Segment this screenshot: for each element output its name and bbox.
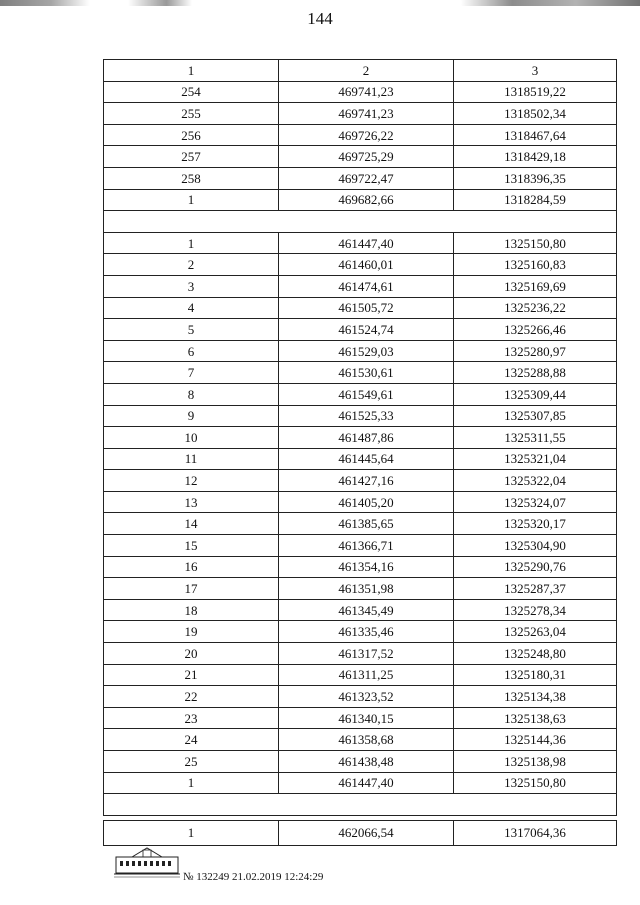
coordinates-table-continued bbox=[103, 820, 617, 846]
x-coordinate-cell: 469722,47 bbox=[279, 167, 454, 189]
point-number-cell: 11 bbox=[104, 448, 279, 470]
point-number-cell: 15 bbox=[104, 535, 279, 557]
table-row bbox=[104, 362, 617, 384]
y-coordinate-cell: 3 bbox=[454, 60, 617, 82]
contour-separator-row bbox=[104, 794, 617, 816]
y-coordinate-cell: 1325307,85 bbox=[454, 405, 617, 427]
table-row bbox=[104, 578, 617, 600]
point-number-cell: 10 bbox=[104, 427, 279, 449]
y-coordinate-cell: 1325266,46 bbox=[454, 319, 617, 341]
y-coordinate-cell: 1325263,04 bbox=[454, 621, 617, 643]
point-number-cell: 1 bbox=[104, 821, 279, 846]
point-number-cell: 5 bbox=[104, 319, 279, 341]
separator-cell bbox=[104, 211, 617, 233]
x-coordinate-cell: 461445,64 bbox=[279, 448, 454, 470]
separator-cell bbox=[104, 794, 617, 816]
point-number-cell: 257 bbox=[104, 146, 279, 168]
point-number-cell: 25 bbox=[104, 751, 279, 773]
table-row bbox=[104, 513, 617, 535]
table-row bbox=[104, 772, 617, 794]
y-coordinate-cell: 1318429,18 bbox=[454, 146, 617, 168]
y-coordinate-cell: 1325144,36 bbox=[454, 729, 617, 751]
y-coordinate-cell: 1325138,63 bbox=[454, 707, 617, 729]
point-number-cell: 3 bbox=[104, 275, 279, 297]
y-coordinate-cell: 1325248,80 bbox=[454, 643, 617, 665]
y-coordinate-cell: 1325324,07 bbox=[454, 491, 617, 513]
point-number-cell: 19 bbox=[104, 621, 279, 643]
coordinates-table bbox=[103, 59, 617, 816]
table-row bbox=[104, 556, 617, 578]
table-row bbox=[104, 599, 617, 621]
point-number-cell: 22 bbox=[104, 686, 279, 708]
y-coordinate-cell: 1317064,36 bbox=[454, 821, 617, 846]
y-coordinate-cell: 1318519,22 bbox=[454, 81, 617, 103]
x-coordinate-cell: 469741,23 bbox=[279, 81, 454, 103]
x-coordinate-cell: 461351,98 bbox=[279, 578, 454, 600]
y-coordinate-cell: 1325134,38 bbox=[454, 686, 617, 708]
point-number-cell: 1 bbox=[104, 60, 279, 82]
y-coordinate-cell: 1325290,76 bbox=[454, 556, 617, 578]
table-row bbox=[104, 686, 617, 708]
x-coordinate-cell: 461385,65 bbox=[279, 513, 454, 535]
table-row bbox=[104, 297, 617, 319]
x-coordinate-cell: 461340,15 bbox=[279, 707, 454, 729]
x-coordinate-cell: 461438,48 bbox=[279, 751, 454, 773]
x-coordinate-cell: 461460,01 bbox=[279, 254, 454, 276]
y-coordinate-cell: 1325304,90 bbox=[454, 535, 617, 557]
y-coordinate-cell: 1325160,83 bbox=[454, 254, 617, 276]
table-row bbox=[104, 167, 617, 189]
table-row bbox=[104, 232, 617, 254]
x-coordinate-cell: 469725,29 bbox=[279, 146, 454, 168]
table-row bbox=[104, 664, 617, 686]
table-row bbox=[104, 448, 617, 470]
point-number-cell: 18 bbox=[104, 599, 279, 621]
y-coordinate-cell: 1325150,80 bbox=[454, 232, 617, 254]
table-row bbox=[104, 470, 617, 492]
x-coordinate-cell: 461487,86 bbox=[279, 427, 454, 449]
table-row bbox=[104, 319, 617, 341]
point-number-cell: 256 bbox=[104, 124, 279, 146]
x-coordinate-cell: 461358,68 bbox=[279, 729, 454, 751]
x-coordinate-cell: 461354,16 bbox=[279, 556, 454, 578]
table-row bbox=[104, 275, 617, 297]
contour-separator-row bbox=[104, 211, 617, 233]
point-number-cell: 21 bbox=[104, 664, 279, 686]
y-coordinate-cell: 1318467,64 bbox=[454, 124, 617, 146]
point-number-cell: 8 bbox=[104, 383, 279, 405]
y-coordinate-cell: 1325180,31 bbox=[454, 664, 617, 686]
y-coordinate-cell: 1325320,17 bbox=[454, 513, 617, 535]
x-coordinate-cell: 461529,03 bbox=[279, 340, 454, 362]
y-coordinate-cell: 1325236,22 bbox=[454, 297, 617, 319]
table-row bbox=[104, 821, 617, 846]
point-number-cell: 1 bbox=[104, 189, 279, 211]
x-coordinate-cell: 461427,16 bbox=[279, 470, 454, 492]
table-row bbox=[104, 340, 617, 362]
x-coordinate-cell: 469682,66 bbox=[279, 189, 454, 211]
point-number-cell: 7 bbox=[104, 362, 279, 384]
table-row bbox=[104, 535, 617, 557]
x-coordinate-cell: 461447,40 bbox=[279, 232, 454, 254]
table-header-row bbox=[104, 60, 617, 82]
x-coordinate-cell: 461549,61 bbox=[279, 383, 454, 405]
table-row bbox=[104, 707, 617, 729]
point-number-cell: 20 bbox=[104, 643, 279, 665]
point-number-cell: 2 bbox=[104, 254, 279, 276]
y-coordinate-cell: 1325322,04 bbox=[454, 470, 617, 492]
table-row bbox=[104, 621, 617, 643]
table-row bbox=[104, 189, 617, 211]
x-coordinate-cell: 461524,74 bbox=[279, 319, 454, 341]
y-coordinate-cell: 1325287,37 bbox=[454, 578, 617, 600]
x-coordinate-cell: 461335,46 bbox=[279, 621, 454, 643]
table-row bbox=[104, 643, 617, 665]
table-row bbox=[104, 146, 617, 168]
point-number-cell: 23 bbox=[104, 707, 279, 729]
x-coordinate-cell: 461311,25 bbox=[279, 664, 454, 686]
table-row bbox=[104, 729, 617, 751]
table-row bbox=[104, 751, 617, 773]
table-row bbox=[104, 491, 617, 513]
y-coordinate-cell: 1325280,97 bbox=[454, 340, 617, 362]
x-coordinate-cell: 461474,61 bbox=[279, 275, 454, 297]
y-coordinate-cell: 1325150,80 bbox=[454, 772, 617, 794]
table-row bbox=[104, 103, 617, 125]
x-coordinate-cell: 461530,61 bbox=[279, 362, 454, 384]
point-number-cell: 6 bbox=[104, 340, 279, 362]
y-coordinate-cell: 1318284,59 bbox=[454, 189, 617, 211]
y-coordinate-cell: 1318502,34 bbox=[454, 103, 617, 125]
x-coordinate-cell: 461505,72 bbox=[279, 297, 454, 319]
x-coordinate-cell: 461405,20 bbox=[279, 491, 454, 513]
x-coordinate-cell: 469741,23 bbox=[279, 103, 454, 125]
table-row bbox=[104, 124, 617, 146]
y-coordinate-cell: 1325321,04 bbox=[454, 448, 617, 470]
point-number-cell: 4 bbox=[104, 297, 279, 319]
y-coordinate-cell: 1325288,88 bbox=[454, 362, 617, 384]
x-coordinate-cell: 462066,54 bbox=[279, 821, 454, 846]
table-row bbox=[104, 427, 617, 449]
point-number-cell: 1 bbox=[104, 232, 279, 254]
table-row bbox=[104, 383, 617, 405]
point-number-cell: 258 bbox=[104, 167, 279, 189]
document-registration-note: № 132249 21.02.2019 12:24:29 bbox=[183, 871, 324, 883]
x-coordinate-cell: 461317,52 bbox=[279, 643, 454, 665]
registry-building-logo bbox=[112, 845, 182, 879]
x-coordinate-cell: 469726,22 bbox=[279, 124, 454, 146]
point-number-cell: 9 bbox=[104, 405, 279, 427]
y-coordinate-cell: 1318396,35 bbox=[454, 167, 617, 189]
point-number-cell: 24 bbox=[104, 729, 279, 751]
point-number-cell: 255 bbox=[104, 103, 279, 125]
x-coordinate-cell: 461366,71 bbox=[279, 535, 454, 557]
point-number-cell: 17 bbox=[104, 578, 279, 600]
point-number-cell: 14 bbox=[104, 513, 279, 535]
page-number: 144 bbox=[307, 9, 333, 28]
x-coordinate-cell: 461323,52 bbox=[279, 686, 454, 708]
table-row bbox=[104, 254, 617, 276]
point-number-cell: 16 bbox=[104, 556, 279, 578]
y-coordinate-cell: 1325138,98 bbox=[454, 751, 617, 773]
table-row bbox=[104, 405, 617, 427]
x-coordinate-cell: 2 bbox=[279, 60, 454, 82]
y-coordinate-cell: 1325169,69 bbox=[454, 275, 617, 297]
y-coordinate-cell: 1325278,34 bbox=[454, 599, 617, 621]
point-number-cell: 13 bbox=[104, 491, 279, 513]
x-coordinate-cell: 461525,33 bbox=[279, 405, 454, 427]
x-coordinate-cell: 461345,49 bbox=[279, 599, 454, 621]
scan-edge-artifact bbox=[0, 0, 640, 6]
y-coordinate-cell: 1325309,44 bbox=[454, 383, 617, 405]
point-number-cell: 12 bbox=[104, 470, 279, 492]
x-coordinate-cell: 461447,40 bbox=[279, 772, 454, 794]
y-coordinate-cell: 1325311,55 bbox=[454, 427, 617, 449]
table-row bbox=[104, 81, 617, 103]
point-number-cell: 1 bbox=[104, 772, 279, 794]
point-number-cell: 254 bbox=[104, 81, 279, 103]
